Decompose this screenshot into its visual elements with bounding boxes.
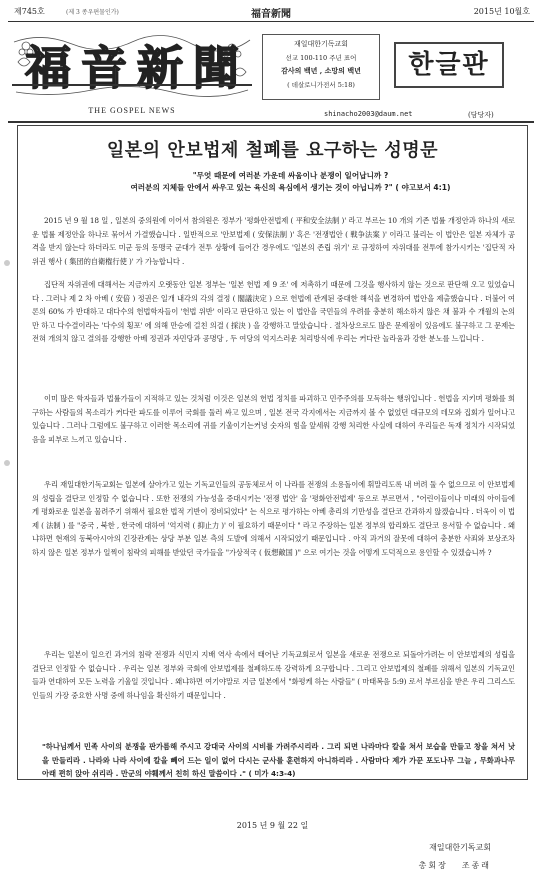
signature-date: 2015 년 9 월 22 일 [236,821,309,830]
epigraph [80,170,501,194]
postal-permit: (제 3 종우편물인가) [66,9,119,16]
closing-reference: ( 미가 4:3-4) [248,769,296,779]
epigraph-line-2: 여러분의 지체들 안에서 싸우고 있는 육신의 욕심에서 생기는 것이 아닙니까 ?" [130,183,393,192]
slogan-verse: ( 데살로니가전서 5:18) [287,81,355,89]
masthead [12,32,252,120]
paragraph-1: 2015 년 9 월 18 일 , 일본의 중의원에 이어서 참의원은 정부가 '평화안전법제 ( 平和安全法制 )' 라고 부르는 10 개의 기존 법률 개정안과 하나의 새로운 법률 제정안을 하나로 묶어서 가결했습니다 . 일반적으로 '안보법제 ( 安保法制 )' 혹은 '전쟁법안 ( 戦争法案 )' 이라고 불리는 이 법안은 일본 자체가 공격을 받지 않는다 하더라도 미군 등의 동맹국 군대가 전투 상황에 들어간 경우에도 '일본의 존립 위기' 로 규정하여 자위대를 전투에 참가시키는 '집단적 자위권 행사 ( 集団的自衛権行使 )' 가 가능합니다 . [32,216,515,266]
mission-box [262,34,380,100]
contact-email: shinacho2003@daum.net [324,110,413,118]
closing-quote-text: "하나님께서 민족 사이의 분쟁을 판가름해 주시고 강대국 사이의 시비를 가려주시리라 . 그리 되면 나라마다 칼을 쳐서 보습을 만들고 창을 쳐서 낫을 만들리라 . 나라와 나라 사이에 칼을 빼어 드는 일이 없어 다시는 군사를 훈련하지 아니하리라 . 사람마다 제가 가꾼 포도나무 그늘 , 무화과나무 아래 편히 앉아 쉬리라 . 만군의 야훼께서 친히 하신 말씀이다 ." [42,742,515,779]
masthead-english: THE GOSPEL NEWS [88,106,176,115]
top-header-bar [8,4,534,22]
edition-label: 한글판 [394,42,504,88]
signature-title: 총회장 [418,861,448,870]
masthead-char-2: 音 [81,41,127,95]
paragraph-2: 집단적 자위권에 대해서는 지금까지 오랫동안 일본 정부는 '일본 헌법 제 9 조' 에 저촉하기 때문에 그것을 행사하지 않는 것으로 판단해 오고 있었습니다 . 그러나 제 2 차 아베 ( 安倍 ) 정권은 일개 내각의 각의 결정 ( 閣議決定 ) 으로 헌법에 관계된 중대한 해석을 변경하여 법안을 제출했습니다 . 더불어 여론의 60% 가 반대하고 대다수의 헌법학자들이 '헌법 위반' 이라고 판단하고 있는 이 법안을 국민들의 우려를 충분히 해소하지 않은 채 불과 수 개월의 논의만 하고 다수결이라는 '다수의 횡포' 에 의해 만승에 걸친 의결 ( 採決 ) 을 강행하고 말았습니다 . 절차상으로도 많은 문제점이 있음에도 불구하고 그 문제는 전혀 개의치 않고 결의를 강행한 아베 정권과 자민당과 공명당 , 두 여당의 억지스러운 처리방식에 우리는 커다란 놀라움과 강한 분노를 느낍니다 . [32,280,515,344]
mission-slogan: 감사의 백년 , 소망의 백년 [281,66,361,75]
church-name: 재일대한기독교회 [293,40,349,48]
binder-hole [4,460,10,466]
binder-hole [4,260,10,266]
masthead-char-3: 新 [137,41,183,95]
masthead-char-4: 聞 [193,41,239,95]
epigraph-line-1: "무엇 때문에 여러분 가운데 싸움이나 분쟁이 일어납니까 ? [192,171,389,180]
masthead-rule [12,84,252,86]
paragraph-3: 이미 많은 학자들과 법률가들이 지적하고 있는 것처럼 이것은 일본의 헌법 정치를 파괴하고 민주주의를 모독하는 행위입니다 . 헌법을 지키며 평화를 희구하는 사람들의 목소리가 커다란 파도를 이루어 국회를 둘러 싸고 있으며 , 일본 전국 각지에서는 지금까지 볼 수 없었던 대규모의 데모와 집회가 일어나고 있습니다 . 그러나 그럼에도 불구하고 이러한 목소리에 귀를 기울이기는커녕 숫자의 힘을 앞세워 강행 처리한 사실에 대하여 우리들은 독재 정치가 시작되었음을 피부로 느끼고 있습니다 . [32,394,515,444]
signature-line [405,860,491,871]
masthead-logo [12,32,252,98]
issue-number: 제745호 [14,7,45,16]
paragraph-5: 우리는 일본이 일으킨 과거의 침략 전쟁과 식민지 지배 역사 속에서 태어난 기독교회로서 일본을 새로운 전쟁으로 되돌아가려는 이 안보법제의 성립을 결단코 인정할 수 없습니다 . 우리는 일본 정부와 국회에 안보법제를 철폐하도록 강력하게 요구합니다 . 그리고 안보법제의 철폐를 위해서 일본의 기독교인들과 연대하여 모든 노력을 기울일 것입니다 . 왜냐하면 여기야말로 지금 일본에서 "화평케 하는 사람들" ( 마태복음 5:9) 로서 부르심을 받은 우리 그리스도인들의 가장 중요한 사명 중에 하나임을 확신하기 때문입니다 . [32,650,515,700]
masthead-char-1: 福 [25,41,71,95]
masthead-divider [8,121,534,123]
contact-person: (담당자) [468,111,494,119]
epigraph-reference: ( 야고보서 4:1) [395,183,451,192]
paper-name: 福音新聞 [251,9,291,20]
article-headline: 일본의 안보법제 철폐를 요구하는 성명문 [106,140,439,161]
signature-org: 재일대한기독교회 [429,843,491,852]
paragraph-4: 우리 재일대한기독교회는 일본에 살아가고 있는 기독교인들의 공동체로서 이 나라를 전쟁의 소용돌이에 휘말리도록 내 버려 둘 수 없으므로 이 안보법제의 성립을 결단코 인정할 수 없습니다 . 또한 전쟁의 가능성을 증대시키는 '전쟁 법안' 을 '평화안전법제' 등으로 부르면서 , "어린이들이나 미래의 아이들에게 평화로운 일본을 물려주기 위해서 필요한 법적 기반이 정비되었다" 는 식으로 평가하는 아베 총리의 기만성을 결단코 간과하지 않겠습니다 . 더욱이 이 법제 ( 法制 ) 를 "중국 , 북한 , 한국에 대하여 '억지력 ( 抑止力 )' 이 필요하기 때문이다 " 라고 주장하는 일본 정부의 합리화도 결단코 용서할 수 없습니다 . 왜냐하면 현재의 동북아시아의 긴장관계는 상당 부분 일본 측의 도발에 의해서 시작되었기 때문입니다 . 아직 과거의 잘못에 대하여 충분한 사죄와 보상조차 하지 않은 일본 정부가 일찍이 침략의 피해를 받았던 국가들을 "가상적국 ( 仮想敵国 )" 으로 여기는 것을 어떻게 도덕적으로 용인할 수 있겠습니까 ? [32,480,515,557]
signature-name: 조종래 [461,861,491,870]
mission-years: 선교 100-110 주년 표어 [285,54,357,62]
epigraph-line-2-wrap [80,182,501,194]
closing-quote [42,740,515,781]
header-divider [8,21,534,22]
statement-article [17,125,528,870]
issue-date: 2015년 10월호 [473,7,530,16]
